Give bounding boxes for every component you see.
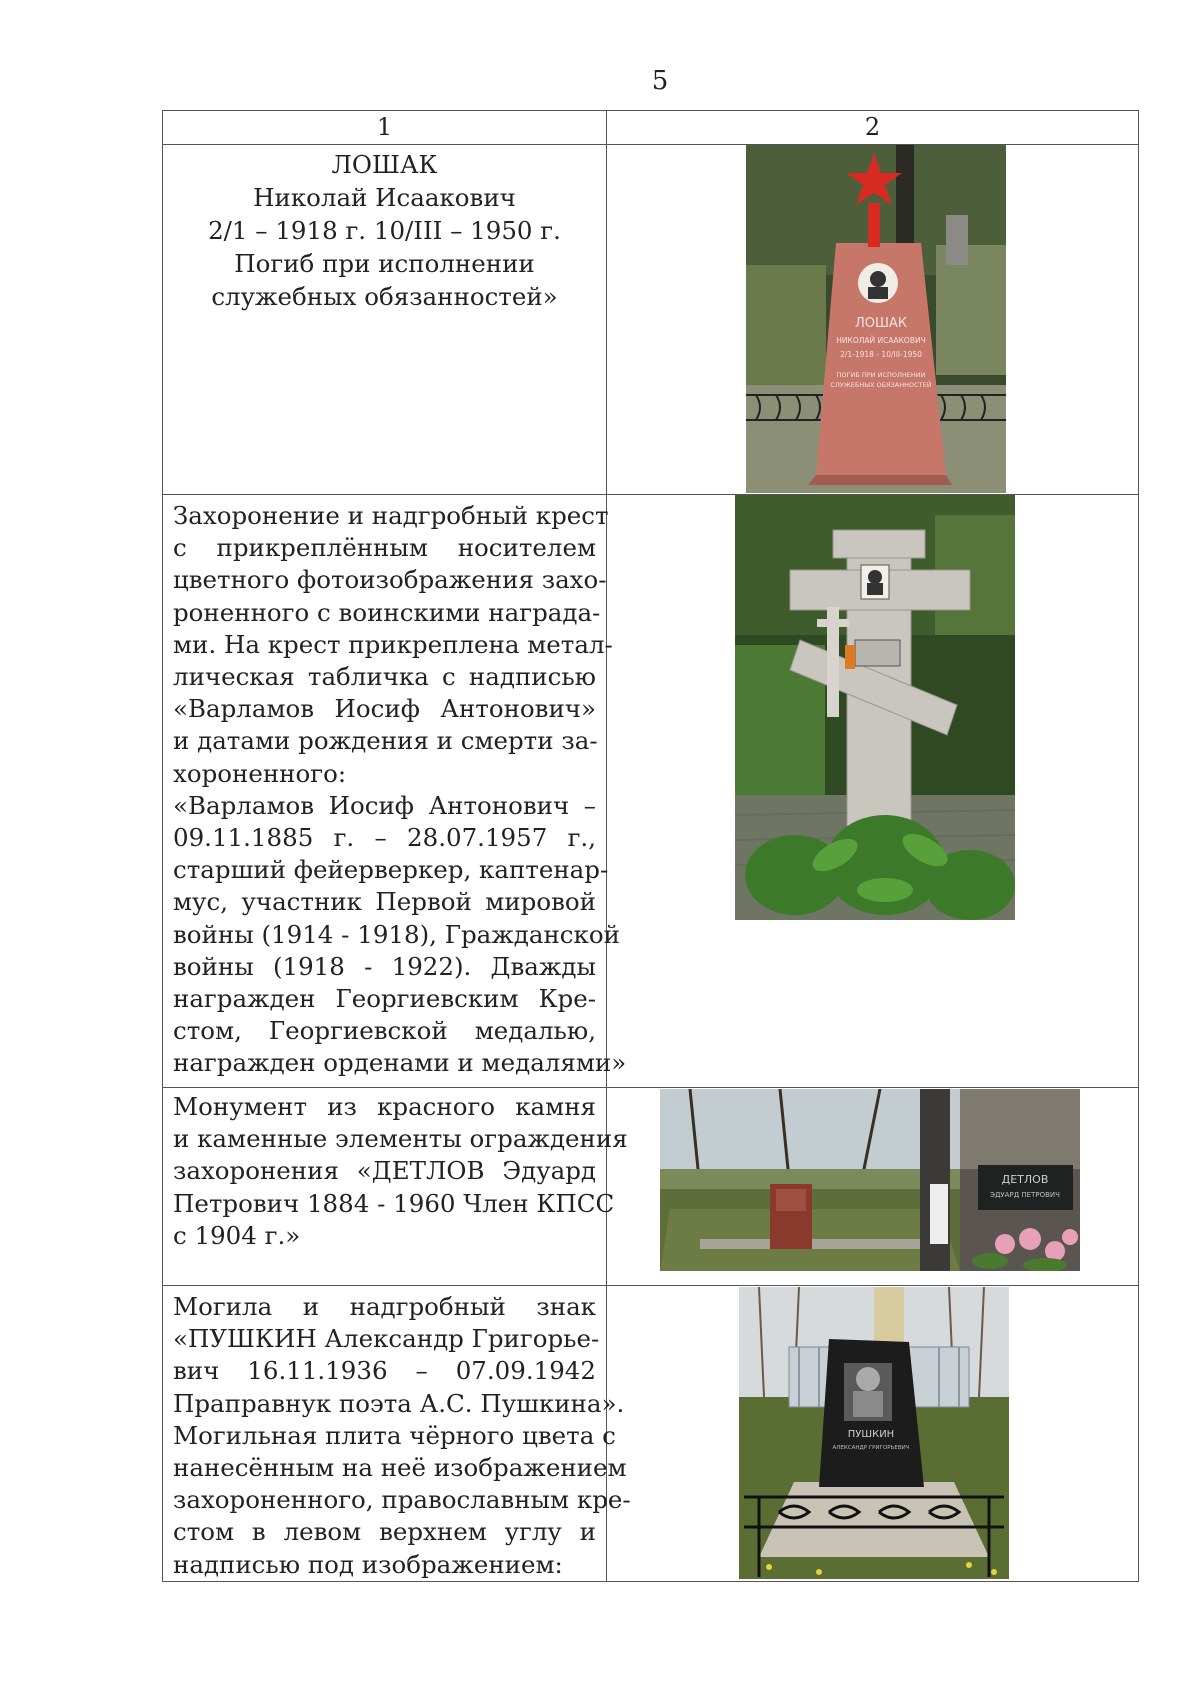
text-line: «Варламов Иосиф Антонович» (173, 694, 596, 724)
description-cell (163, 1088, 628, 1286)
column-header-2: 2 (607, 111, 1139, 145)
text-line: Погиб при исполнении (234, 249, 535, 278)
text-line: Могильная плита чёрного цвета с (173, 1420, 616, 1450)
photo-text-dates: 2/1-1918 - 10/III-1950 (840, 350, 922, 359)
text-line: награжден Георгиевским Кре- (173, 984, 596, 1014)
text-line: нанесённым на неё изображением (173, 1453, 627, 1483)
text-line: и датами рождения и смерти за- (173, 726, 598, 756)
photo-text-name: АЛЕКСАНДР ГРИГОРЬЕВИЧ (832, 1445, 910, 1451)
text-line: 2/1 – 1918 г. 10/III – 1950 г. (208, 216, 561, 245)
photo-text-line: ПОГИБ ПРИ ИСПОЛНЕНИИ (836, 371, 926, 379)
text-line: награжден орденами и медалями» (173, 1048, 627, 1078)
page-number: 5 (651, 66, 669, 96)
table-row (163, 495, 1139, 1088)
photo-cell (607, 145, 1139, 495)
photo-cell (607, 495, 1139, 1088)
text-line: Николай Исаакович (253, 183, 516, 212)
text-line: роненного с воинскими награда- (173, 597, 601, 627)
text-line: Могила и надгробный знак (173, 1292, 596, 1321)
text-line: с прикреплённым носителем (173, 533, 596, 563)
text-line: ЛОШАК (331, 150, 438, 179)
text-line: надписью под изображением: (173, 1549, 563, 1579)
text-line: 09.11.1885 г. – 28.07.1957 г., (173, 823, 596, 853)
text-line: ми. На крест прикреплена метал- (173, 629, 613, 659)
table-row (163, 145, 1139, 495)
text-line: стом в левом верхнем углу и (173, 1517, 596, 1547)
text-line: с 1904 г.» (173, 1220, 301, 1250)
table-row (163, 1088, 1139, 1286)
column-header-1: 1 (163, 111, 607, 145)
text-line: Праправнук поэта А.С. Пушкина». (173, 1388, 625, 1418)
text-line: лическая табличка с надписью (173, 662, 596, 692)
photo-text-name: ЭДУАРД ПЕТРОВИЧ (990, 1191, 1060, 1199)
text-line: захороненного, православным кре- (173, 1485, 631, 1515)
photo-cell (607, 1286, 1139, 1582)
text-line: Монумент из красного камня (173, 1092, 596, 1121)
photo-text-surname: ЛОШАК (854, 316, 908, 331)
photo-text-surname: ПУШКИН (847, 1429, 895, 1440)
description-cell (163, 145, 607, 495)
text-line: Захоронение и надгробный крест (173, 501, 609, 530)
table-row (163, 1286, 1139, 1582)
text-line: войны (1914 - 1918), Гражданской (173, 919, 620, 949)
text-line: вич 16.11.1936 – 07.09.1942 (173, 1356, 596, 1386)
memorials-table (162, 110, 1139, 1582)
text-line: и каменные элементы ограждения (173, 1124, 628, 1154)
text-line: «Варламов Иосиф Антонович – (173, 790, 596, 820)
text-line: «ПУШКИН Александр Григорье- (173, 1324, 600, 1354)
photo-text-surname: ДЕТЛОВ (1001, 1173, 1049, 1186)
description-cell (163, 495, 627, 1088)
text-line: хороненного: (173, 758, 347, 788)
varlamov-cross-photo (735, 495, 1015, 920)
photo-text-line: СЛУЖЕБНЫХ ОБЯЗАННОСТЕЙ (830, 381, 932, 389)
text-line: Петрович 1884 - 1960 Член КПСС (173, 1188, 615, 1218)
detlov-monument-photo (660, 1089, 1080, 1271)
table-header-row (163, 111, 1139, 145)
text-line: мус, участник Первой мировой (173, 887, 596, 917)
photo-cell (607, 1088, 1139, 1286)
text-line: войны (1918 - 1922). Дважды (173, 951, 596, 981)
text-line: цветного фотоизображения захо- (173, 565, 607, 595)
text-line: служебных обязанностей» (211, 282, 558, 311)
text-line: стом, Георгиевской медалью, (173, 1016, 596, 1046)
description-cell (163, 1286, 631, 1582)
pushkin-grave-photo (739, 1287, 1009, 1579)
text-line: захоронения «ДЕТЛОВ Эдуард (173, 1156, 596, 1186)
text-line: старший фейерверкер, каптенар- (173, 855, 609, 885)
photo-text-name: НИКОЛАЙ ИСААКОВИЧ (836, 336, 926, 345)
loshak-monument-photo (746, 145, 1006, 493)
